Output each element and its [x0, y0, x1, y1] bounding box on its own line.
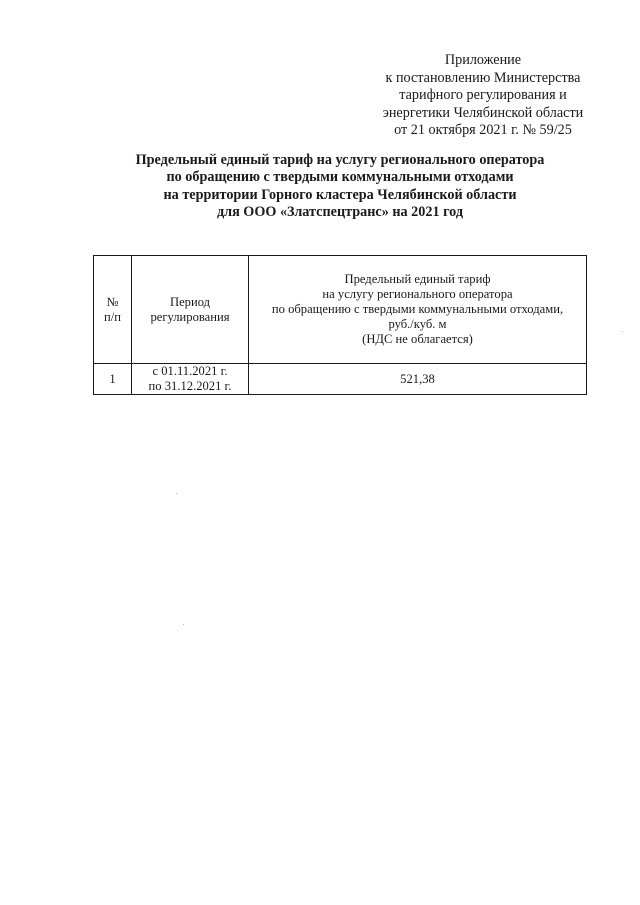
cell-value — [249, 364, 587, 395]
appendix-line: тарифного регулирования и — [399, 87, 567, 104]
table-row — [94, 364, 587, 395]
header-text: на услугу регионального оператора — [322, 287, 513, 301]
appendix-line: энергетики Челябинской области — [382, 104, 584, 121]
header-num — [94, 256, 132, 364]
title-line: на территории Горного кластера Челябинской области — [163, 186, 517, 203]
appendix-line: к постановлению Министерства — [385, 69, 581, 86]
appendix-date-line: от 21 октября 2021 г. № 59/25 — [394, 122, 572, 139]
cell-text: 521,38 — [400, 371, 435, 386]
header-tariff — [249, 256, 587, 364]
scan-speck — [176, 493, 177, 494]
cell-period — [132, 364, 249, 395]
header-text: п/п — [104, 309, 121, 324]
title-line: Предельный единый тариф на услугу регионального оператора — [135, 152, 545, 168]
title-line: для ООО «Златспецтранс» на 2021 год — [216, 204, 464, 221]
cell-num — [94, 364, 132, 395]
cell-text: по 31.12.2021 г. — [148, 379, 232, 393]
header-text: № — [106, 294, 119, 309]
table-header-row — [94, 256, 587, 364]
appendix-line: Приложение — [444, 52, 522, 68]
title-line: по обращению с твердыми коммунальными отходами — [166, 169, 514, 186]
document-title — [90, 152, 590, 222]
header-text: регулирования — [150, 309, 230, 324]
tariff-table — [93, 255, 587, 395]
header-text: по обращению с твердыми коммунальными отходами, — [271, 302, 564, 316]
cell-text: 1 — [109, 371, 116, 386]
cell-text: с 01.11.2021 г. — [152, 364, 228, 378]
scan-speck — [183, 624, 184, 625]
appendix-block — [352, 52, 614, 140]
header-text: (НДС не облагается) — [362, 332, 473, 346]
scan-speck — [622, 331, 623, 332]
header-period — [132, 256, 249, 364]
header-text: руб./куб. м — [388, 317, 447, 331]
header-text: Предельный единый тариф — [344, 272, 491, 286]
header-text: Период — [169, 294, 211, 309]
